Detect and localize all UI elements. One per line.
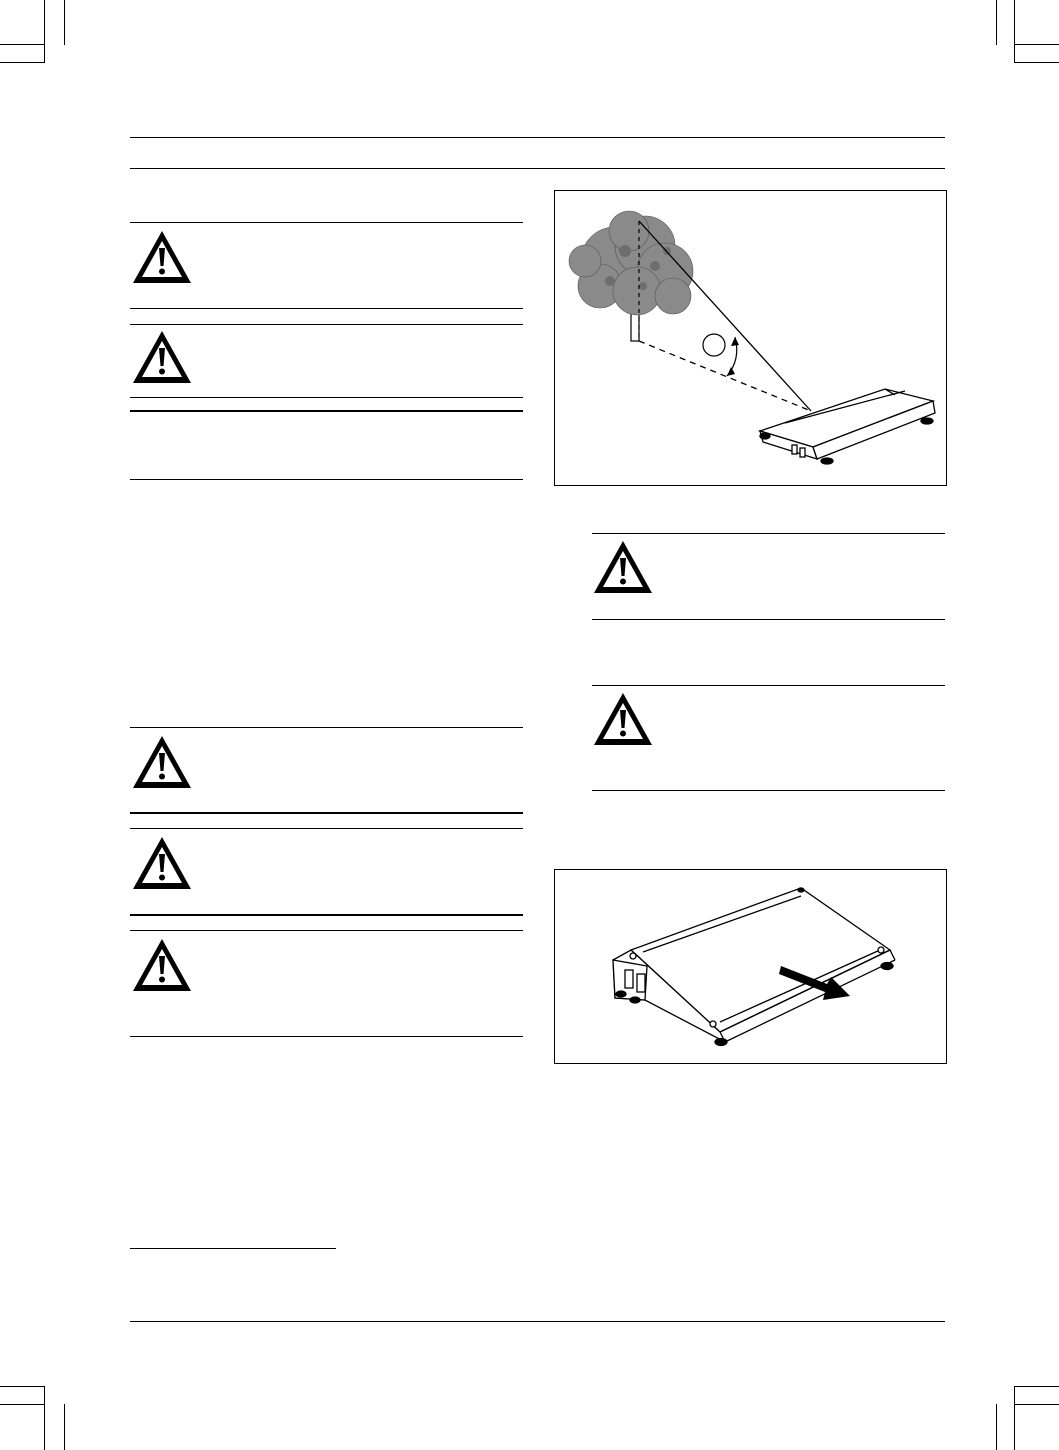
header-rule-top [130,137,945,138]
warning-triangle-icon [130,834,194,892]
warning-triangle-icon [130,936,194,994]
tree-angle-figure [554,190,947,486]
header-rule-bottom [130,168,945,169]
footer-rule [130,1321,945,1322]
warning-triangle-icon [130,733,194,791]
footnote-rule [130,1248,336,1249]
station-arrow-figure [554,869,947,1064]
warning-triangle-icon [130,328,194,386]
charging-station-arrow-illustration [555,870,948,1065]
warning-triangle-icon [130,228,194,286]
warning-triangle-icon [591,690,655,748]
warning-triangle-icon [591,538,655,596]
tree-angle-illustration [555,191,948,487]
